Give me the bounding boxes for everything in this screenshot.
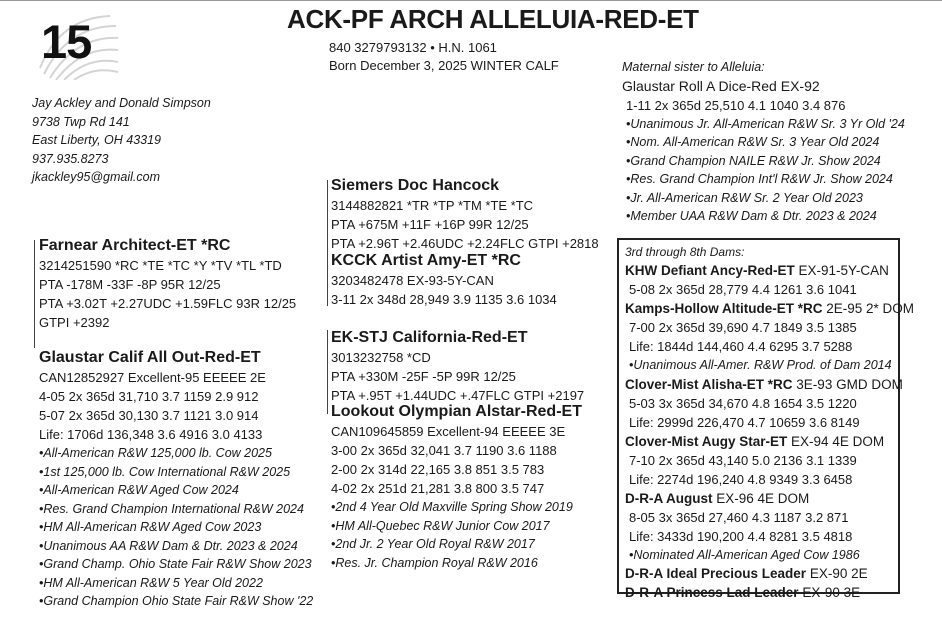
dam-entry-honor: •Nominated All-American Aged Cow 1986 (629, 547, 860, 562)
maternal-sister-honor: •Grand Champion NAILE R&W Jr. Show 2024 (626, 153, 881, 168)
seller-email[interactable]: jkackley95@gmail.com (32, 170, 161, 184)
born-line: Born December 3, 2025 WINTER CALF (329, 58, 559, 73)
dam-sire-line: 3013232758 *CD (331, 350, 431, 365)
sire-line: 3214251590 *RC *TE *TC *Y *TV *TL *TD (39, 258, 282, 273)
dams-box-content (625, 244, 914, 602)
sire-line: PTA -178M -33F -8P 95R 12/25 (39, 277, 221, 292)
seller-address1: 9738 Twp Rd 141 (32, 114, 130, 129)
sire-bracket-line (34, 240, 35, 348)
dam-entry-name: Clover-Mist Alisha-ET *RC (625, 376, 793, 392)
dam-entry-record: 5-03 3x 365d 34,670 4.8 1654 3.5 1220 (629, 395, 857, 411)
dam-entry-name: D-R-A Ideal Precious Leader (625, 566, 807, 581)
dam-sire-line: PTA +.95T +1.44UDC +.47FLC GTPI +2197 (331, 388, 585, 403)
dam-entry-class: 2E-95 2* DOM (826, 301, 915, 316)
dam-entry-name-line (625, 583, 914, 602)
dam-name: Glaustar Calif All Out-Red-ET (39, 349, 261, 366)
dam-dam-record: 4-02 2x 251d 21,281 3.8 800 3.5 747 (331, 481, 545, 496)
grandsire-block (331, 176, 599, 253)
dam-entry-class: EX-90 2E (809, 566, 868, 581)
sire-sire-bracket-line (327, 180, 328, 306)
sire-dam-bracket-line (327, 330, 328, 414)
dam-entry-record: 5-08 2x 365d 28,779 4.4 1261 3.6 1041 (629, 282, 857, 297)
dam-honor: •All-American R&W 125,000 lb. Cow 2025 (39, 446, 272, 460)
maternal-sister-honor: •Jr. All-American R&W Sr. 2 Year Old 2023 (626, 190, 863, 205)
seller-phone: 937.935.8273 (32, 151, 109, 166)
dam-sire-line: PTA +330M -25F -5P 99R 12/25 (331, 369, 516, 384)
dam-dam-honor: •Res. Jr. Champion Royal R&W 2016 (331, 555, 538, 570)
dam-sire-block (331, 328, 584, 405)
dam-entry-record: 8-05 3x 365d 27,460 4.3 1187 3.2 871 (629, 509, 849, 525)
page-title: ACK-PF ARCH ALLELUIA-RED-ET (287, 4, 699, 34)
dam-honor: •Res. Grand Champion International R&W 2024 (39, 501, 304, 516)
dam-dam-record: 3-00 2x 365d 32,041 3.7 1190 3.6 1188 (331, 443, 557, 458)
grandsire-line: 3144882821 *TR *TP *TM *TE *TC (331, 198, 534, 213)
dam-sire-name: EK-STJ California-Red-ET (331, 329, 528, 346)
maternal-sister-honor: •Nom. All-American R&W Sr. 3 Year Old 2024 (626, 135, 880, 149)
maternal-sister-name: Glaustar Roll A Dice-Red (622, 77, 777, 94)
granddam-line: 3-11 2x 348d 28,949 3.9 1135 3.6 1034 (331, 292, 557, 307)
dam-id-line: CAN12852927 Excellent-95 EEEEE 2E (39, 370, 266, 385)
dam-dam-honor: •2nd 4 Year Old Maxville Spring Show 2019 (331, 500, 573, 514)
dam-entry-record: 7-10 2x 365d 43,140 5.0 2136 3.1 1339 (629, 452, 857, 468)
dam-entry-name: Clover-Mist Augy Star-ET (625, 433, 788, 449)
dam-dam-honor: •HM All-Quebec R&W Junior Cow 2017 (331, 518, 550, 533)
maternal-sister-name-line (622, 77, 905, 96)
dam-entry-name: KHW Defiant Ancy-Red-ET (625, 263, 795, 278)
dam-entry-honor: •Unanimous All-Amer. R&W Prod. of Dam 2014 (629, 358, 892, 372)
dam-entry-class: EX-94 4E DOM (791, 433, 885, 449)
dam-honor: •1st 125,000 lb. Cow International R&W 2025 (39, 464, 291, 479)
top-rule (0, 0, 942, 1)
granddam-name: KCCK Artist Amy-ET *RC (331, 252, 521, 269)
maternal-sister-honor: •Unanimous Jr. All-American R&W Sr. 3 Yr Old '24 (626, 116, 905, 131)
dam-entry-class: EX-91-5Y-CAN (798, 263, 889, 278)
dam-dam-honor: •2nd Jr. 2 Year Old Royal R&W 2017 (331, 537, 535, 551)
dam-entry-name: D-R-A August (625, 490, 713, 506)
dam-entry-class: EX-90 3E (802, 585, 861, 600)
maternal-sister-honor: •Member UAA R&W Dam & Dtr. 2023 & 2024 (626, 209, 877, 223)
dam-record: 4-05 2x 365d 31,710 3.7 1159 2.9 912 (39, 389, 259, 404)
sire-block (39, 236, 296, 332)
dam-entry-class: 3E-93 GMD DOM (796, 376, 903, 392)
dam-entry-record: Life: 2999d 226,470 4.7 10659 3.6 8149 (629, 414, 860, 430)
dam-record: Life: 1706d 136,348 3.6 4916 3.0 4133 (39, 427, 263, 442)
dam-dam-block (331, 402, 582, 572)
dam-honor: •Unanimous AA R&W Dam & Dtr. 2023 & 2024 (39, 538, 298, 553)
dam-entry-record: Life: 3433d 190,200 4.4 8281 3.5 4818 (629, 528, 853, 544)
seller-address2: East Liberty, OH 43319 (32, 133, 162, 147)
dam-dam-record: 2-00 2x 314d 22,165 3.8 851 3.5 783 (331, 462, 545, 477)
seller-names: Jay Ackley and Donald Simpson (32, 96, 211, 110)
dam-entry-record: 7-00 2x 365d 39,690 4.7 1849 3.5 1385 (629, 320, 857, 335)
dam-entry-name-line (625, 299, 914, 318)
maternal-sister-block (622, 58, 905, 226)
dam-entry-class: EX-96 4E DOM (716, 490, 810, 506)
animal-id-line: 840 3279793132 • H.N. 1061 (329, 40, 497, 55)
lot-number: 15 (41, 15, 92, 68)
sire-line: PTA +3.02T +2.27UDC +1.59FLC 93R 12/25 (39, 296, 297, 311)
dam-entry-name-line (625, 375, 914, 394)
dam-entry-record: Life: 1844d 144,460 4.4 6295 3.7 5288 (629, 339, 853, 354)
dam-honor: •Grand Champ. Ohio State Fair R&W Show 2023 (39, 557, 312, 571)
maternal-sister-heading: Maternal sister to Alleluia: (622, 60, 765, 74)
dams-heading: 3rd through 8th Dams: (625, 245, 745, 259)
dam-entry-name-line (625, 489, 914, 508)
dam-block (39, 348, 313, 611)
dam-entry-name-line (625, 564, 914, 583)
maternal-sister-honor: •Res. Grand Champion Int'l R&W Jr. Show 2024 (626, 172, 893, 186)
dam-dam-id-line: CAN109645859 Excellent-94 EEEEE 3E (331, 424, 566, 439)
dam-record: 5-07 2x 365d 30,130 3.7 1121 3.0 914 (39, 408, 259, 423)
sire-line: GTPI +2392 (39, 315, 110, 330)
grandsire-name: Siemers Doc Hancock (331, 177, 500, 194)
dam-dam-name: Lookout Olympian Alstar-Red-ET (331, 403, 582, 420)
dam-entry-name: Kamps-Hollow Altitude-ET *RC (625, 301, 823, 316)
granddam-block (331, 251, 557, 309)
granddam-line: 3203482478 EX-93-5Y-CAN (331, 273, 494, 288)
grandsire-line: PTA +2.96T +2.46UDC +2.24FLC GTPI +2818 (331, 236, 599, 251)
maternal-sister-class: EX-92 (780, 77, 820, 94)
maternal-sister-record: 1-11 2x 365d 25,510 4.1 1040 3.4 876 (626, 97, 846, 113)
dam-entry-name-line (625, 432, 914, 451)
dam-honor: •HM All-American R&W 5 Year Old 2022 (39, 575, 263, 590)
dam-entry-record: Life: 2274d 196,240 4.8 9349 3.3 6458 (629, 471, 853, 487)
dam-honor: •All-American R&W Aged Cow 2024 (39, 483, 239, 497)
seller-info (32, 94, 211, 187)
grandsire-line: PTA +675M +11F +16P 99R 12/25 (331, 217, 529, 232)
dam-honor: •Grand Champion Ohio State Fair R&W Show '22 (39, 594, 314, 608)
dam-entry-name-line (625, 261, 914, 280)
dam-honor: •HM All-American R&W Aged Cow 2023 (39, 520, 262, 534)
sire-name: Farnear Architect-ET *RC (39, 237, 231, 254)
dam-entry-name: D-R-A Princess Lad Leader (625, 585, 799, 600)
